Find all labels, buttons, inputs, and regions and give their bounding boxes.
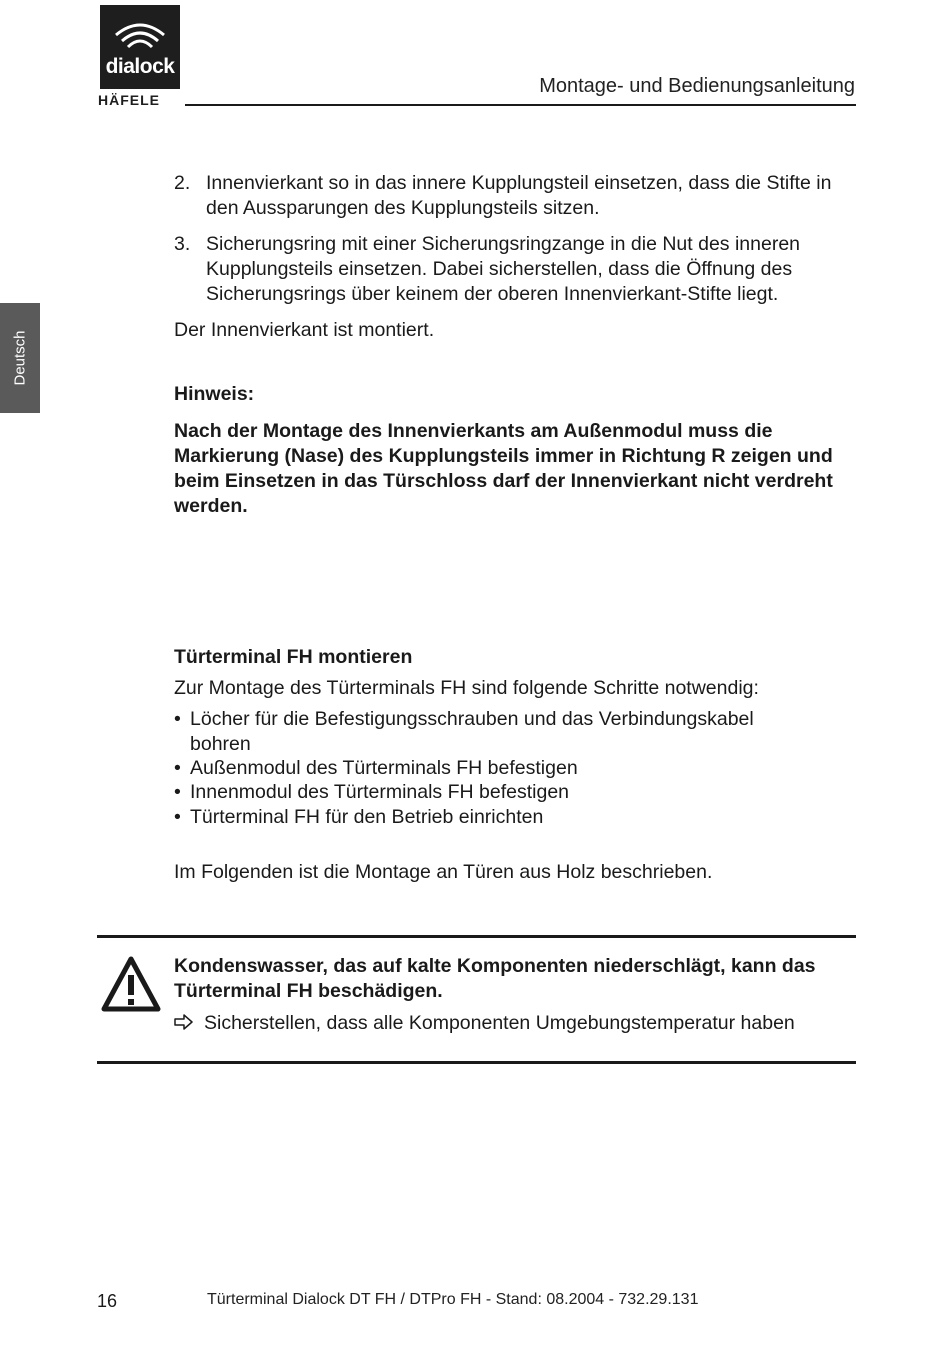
result-text: Der Innenvierkant ist montiert. [174,319,435,341]
language-tab [0,303,40,413]
list-item-text: Türterminal FH für den Betrieb einrichten [190,806,544,828]
warning-bottom-rule [97,1061,856,1064]
section-outro: Im Folgenden ist die Montage an Türen aus Holz beschrieben. [174,861,713,883]
warning-top-rule [97,935,856,938]
step-item [174,232,864,307]
header-divider [185,104,856,106]
logo-text: dialock [105,55,175,78]
arrow-right-outline-icon [174,1014,194,1030]
list-item-text: Außenmodul des Türterminals FH befestigen [190,757,578,779]
warning-title: Kondenswasser, das auf kalte Komponenten niederschlägt, kann das Türterminal FH beschädigen. [174,955,816,1002]
step-text: Innenvierkant so in das innere Kupplungsteil einsetzen, dass die Stifte in den Aussparungen des Kupplungsteils sitzen. [206,172,832,219]
note-heading: Hinweis: [174,383,255,405]
brand-name: HÄFELE [98,92,160,108]
bullet-icon: • [174,708,181,730]
step-number: 2. [174,172,191,194]
dialock-logo [100,5,180,89]
bullet-icon: • [174,757,181,779]
step-text: Sicherungsring mit einer Sicherungsringzange in die Nut des inneren Kupplungsteils einsetzen. Dabei sicherstellen, dass die Öffnung des Sicherungsrings über keinem der oberen Innenvierkant-Stifte liegt. [206,233,801,305]
list-item [174,707,854,757]
footer-text: Türterminal Dialock DT FH / DTPro FH - Stand: 08.2004 - 732.29.131 [207,1291,699,1308]
section-intro: Zur Montage des Türterminals FH sind folgende Schritte notwendig: [174,677,759,699]
warning-action: Sicherstellen, dass alle Komponenten Umgebungstemperatur haben [204,1012,795,1034]
page-number: 16 [97,1291,118,1311]
step-item [174,171,864,221]
signal-waves-icon [108,13,172,53]
step-number: 3. [174,233,191,255]
language-tab-label: Deutsch [11,330,29,386]
list-item [174,756,854,781]
note-text: Nach der Montage des Innenvierkants am Außenmodul muss die Markierung (Nase) des Kupplungsteils immer in Richtung R zeigen und beim Einsetzen in das Türschloss darf der Innenvierkant nicht verdreht werden. [174,420,833,517]
document-title: Montage- und Bedienungsanleitung [539,75,855,97]
list-item [174,805,854,830]
bullet-icon: • [174,781,181,803]
list-item-text: Innenmodul des Türterminals FH befestigen [190,781,570,803]
section-heading: Türterminal FH montieren [174,646,413,668]
warning-triangle-icon [100,955,162,1013]
bullet-icon: • [174,806,181,828]
list-item [174,780,854,805]
list-item-text: Löcher für die Befestigungsschrauben und das Verbindungskabel bohren [190,708,754,755]
